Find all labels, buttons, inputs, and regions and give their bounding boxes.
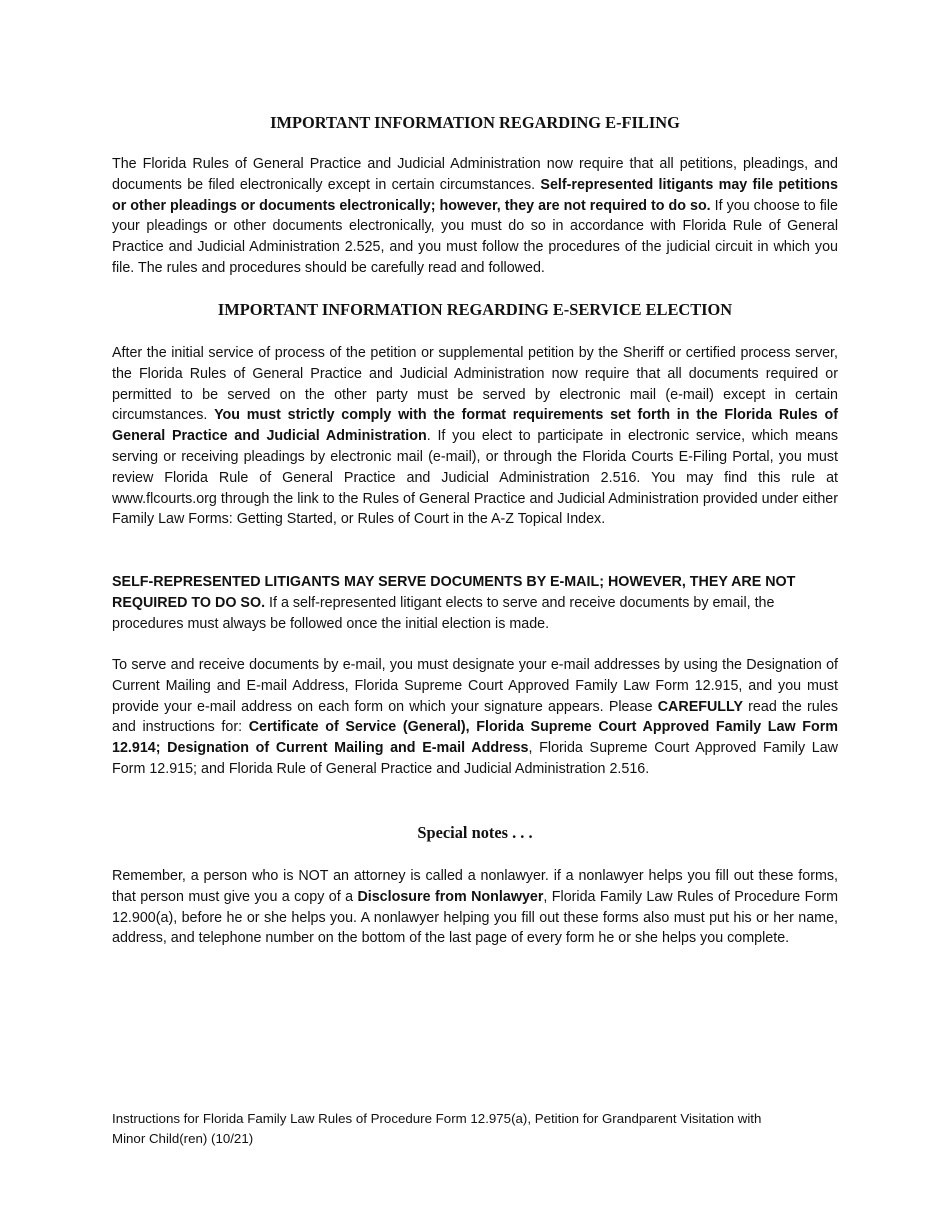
eservice-text-1: After the initial service of process of the petition or supplemental petition by the Sheriff or certified process server, the Florida Rules of General Practice and Judicial Administration now require that all documents required or permitted to be served on the other party must be served by electronic mail (e-mail) except in certain circumstances.	[112, 345, 838, 424]
designate-text-3: , Florida Supreme Court Approved Family Law Form 12.915; and Florida Rule of General Practice and Judicial Administration 2.516.	[112, 740, 839, 777]
footer-line-2: Minor Child(ren) (10/21)	[112, 1131, 254, 1146]
eservice-paragraph-3	[112, 655, 838, 780]
eservice-text-2: . If you elect to participate in electronic service, which means serving or receiving pleadings by electronic mail (e-mail), or through the Florida Courts E-Filing Portal, you must review Florida Rule of General Practice and Judicial Administration 2.516. You may find this rule at www.flcourts.org through the link to the Rules of General Practice and Judicial Administration provided under either Family Law Forms: Getting Started, or Rules of Court in the A-Z Topical Index.	[112, 428, 838, 528]
self-represented-bold-text: SELF-REPRESENTED LITIGANTS MAY SERVE DOCUMENTS BY E-MAIL; HOWEVER, THEY ARE NOT REQUIRED TO DO SO.	[112, 574, 796, 611]
efiling-text-1: The Florida Rules of General Practice and Judicial Administration now require that all petitions, pleadings, and documents be filed electronically except in certain circumstances.	[112, 156, 838, 193]
carefully-bold-text: CAREFULLY	[657, 698, 743, 715]
nonlawyer-text-1: Remember, a person who is NOT an attorney is called a nonlawyer. if a nonlawyer helps you fill out these forms, that person must give you a copy of a	[112, 868, 838, 905]
eservice-bold-text: You must strictly comply with the format requirements set forth in the Florida Rules of General Practice and Judicial Administration	[112, 407, 838, 445]
designate-text-1: To serve and receive documents by e-mail, you must designate your e-mail addresses by using the Designation of Current Mailing and E-mail Address, Florida Supreme Court Approved Family Law Form 12.915, and you must provide your e-mail address on each form on which your signature appears. Please	[112, 657, 838, 715]
page-footer	[112, 1109, 838, 1149]
eservice-heading: IMPORTANT INFORMATION REGARDING E-SERVICE ELECTION	[217, 300, 733, 319]
footer-line-1: Instructions for Florida Family Law Rules of Procedure Form 12.975(a), Petition for Grandparent Visitation with	[112, 1111, 762, 1126]
efiling-bold-text: Self-represented litigants may file petitions or other pleadings or documents electronically; however, they are not required to do so.	[112, 176, 838, 214]
efiling-paragraph	[112, 154, 838, 279]
certificate-bold-text: Certificate of Service (General), Florida Supreme Court Approved Family Law Form 12.914; Designation of Current Mailing and E-mail Address	[112, 719, 838, 757]
efiling-text-2: If you choose to file your pleadings or other documents electronically, you must do so in accordance with Florida Rule of General Practice and Judicial Administration 2.525, and you must follow the procedures of the judicial circuit in which you file. The rules and procedures should be carefully read and followed.	[112, 197, 838, 276]
nonlawyer-text-2: , Florida Family Law Rules of Procedure Form 12.900(a), before he or she helps you. A nonlawyer helping you fill out these forms also must put his or her name, address, and telephone number on the bottom of the last page of every form he or she helps you complete.	[112, 888, 838, 947]
disclosure-bold-text: Disclosure from Nonlawyer	[357, 888, 544, 905]
special-notes-heading: Special notes . . .	[417, 823, 533, 842]
self-represented-text: If a self-represented litigant elects to serve and receive documents by email, the procedures must always be followed once the initial election is made.	[112, 594, 775, 632]
efiling-heading: IMPORTANT INFORMATION REGARDING E-FILING	[270, 113, 680, 132]
special-notes-paragraph	[112, 866, 838, 949]
eservice-paragraph-1	[112, 343, 838, 530]
eservice-paragraph-2	[112, 572, 838, 634]
designate-text-2: read the rules and instructions for:	[112, 698, 838, 736]
